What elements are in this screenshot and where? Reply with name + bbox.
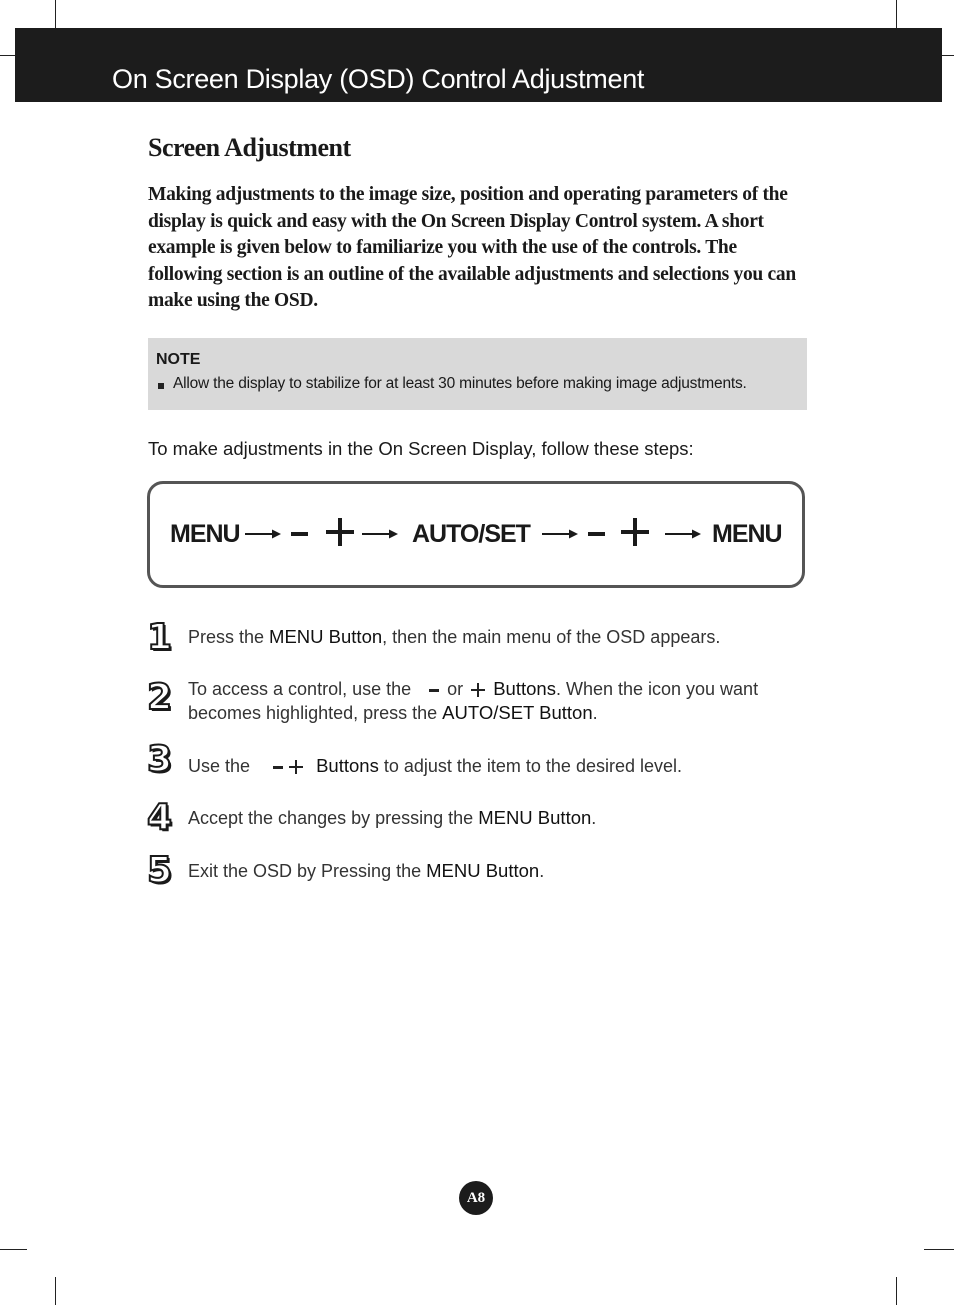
step-number: 4 bbox=[147, 797, 173, 838]
section-title: Screen Adjustment bbox=[148, 133, 351, 162]
step-text-part: To access a control, use the bbox=[188, 679, 417, 699]
step-text bbox=[188, 806, 596, 830]
crop-mark bbox=[896, 0, 897, 28]
minus-icon bbox=[429, 689, 439, 692]
flow-menu-start: MENU bbox=[170, 520, 240, 548]
step-text bbox=[188, 677, 758, 725]
step-text bbox=[188, 625, 720, 649]
step-text-part: , then the main menu of the OSD appears. bbox=[382, 627, 721, 647]
minus-icon bbox=[273, 766, 283, 769]
step-text-part: . bbox=[591, 808, 597, 828]
step-text-part: or bbox=[447, 679, 464, 699]
right-arrow-icon bbox=[245, 528, 281, 540]
step-text-part: . bbox=[539, 861, 545, 881]
note-text: Allow the display to stabilize for at least 30 minutes before making image adjustments. bbox=[173, 375, 747, 392]
crop-mark bbox=[0, 1249, 27, 1250]
step-number: 3 bbox=[147, 739, 173, 780]
step-text-part: becomes highlighted, press the bbox=[188, 703, 443, 723]
step-text-part: . bbox=[592, 703, 598, 723]
button-name: MENU Button bbox=[478, 807, 592, 828]
button-name: MENU Button bbox=[426, 860, 540, 881]
crop-mark bbox=[896, 1277, 897, 1305]
flow-auto-set: AUTO/SET bbox=[412, 520, 530, 548]
step-text bbox=[188, 859, 544, 883]
step-text-part: Exit the OSD by Pressing the bbox=[188, 861, 427, 881]
right-arrow-icon bbox=[362, 528, 398, 540]
button-name: Buttons bbox=[493, 678, 556, 699]
button-name: MENU Button bbox=[269, 626, 383, 647]
header-bar bbox=[15, 28, 942, 102]
step-number: 5 bbox=[147, 850, 173, 891]
page-number-badge: A8 bbox=[459, 1181, 493, 1215]
step-text-part: to adjust the item to the desired level. bbox=[378, 756, 682, 776]
step-number: 1 bbox=[147, 617, 173, 658]
crop-mark bbox=[0, 55, 15, 56]
flow-menu-end: MENU bbox=[712, 520, 782, 548]
button-name: Buttons bbox=[316, 755, 379, 776]
right-arrow-icon bbox=[542, 528, 578, 540]
plus-icon bbox=[621, 518, 649, 546]
step-number: 2 bbox=[147, 677, 173, 718]
crop-mark bbox=[55, 1277, 56, 1305]
plus-icon bbox=[289, 760, 303, 774]
plus-icon bbox=[326, 518, 354, 546]
minus-icon bbox=[588, 532, 605, 536]
step-text-part: Press the bbox=[188, 627, 270, 647]
crop-mark bbox=[55, 0, 56, 28]
intro-paragraph: Making adjustments to the image size, position and operating parameters of the display is quick and easy with the On Screen Display Control system. A short example is given below to familiarize you with the use of the controls. The following section is an outline of the available adjustments and selections you can make using the OSD. bbox=[148, 184, 796, 311]
step-text-part: . When the icon you want bbox=[555, 679, 759, 699]
plus-icon bbox=[471, 683, 485, 697]
right-arrow-icon bbox=[665, 528, 701, 540]
button-name: AUTO/SET Button bbox=[442, 702, 593, 723]
note-box bbox=[148, 338, 807, 410]
note-label: NOTE bbox=[156, 351, 201, 368]
step-text-part: Accept the changes by pressing the bbox=[188, 808, 479, 828]
crop-mark bbox=[942, 55, 954, 56]
crop-mark bbox=[924, 1249, 954, 1250]
square-bullet-icon bbox=[158, 383, 164, 389]
osd-flow-diagram bbox=[147, 481, 805, 588]
minus-icon bbox=[291, 532, 308, 536]
step-text bbox=[188, 754, 682, 778]
page-header-title: On Screen Display (OSD) Control Adjustment bbox=[112, 64, 645, 94]
steps-intro: To make adjustments in the On Screen Display, follow these steps: bbox=[148, 438, 694, 459]
step-text-part: Use the bbox=[188, 756, 256, 776]
